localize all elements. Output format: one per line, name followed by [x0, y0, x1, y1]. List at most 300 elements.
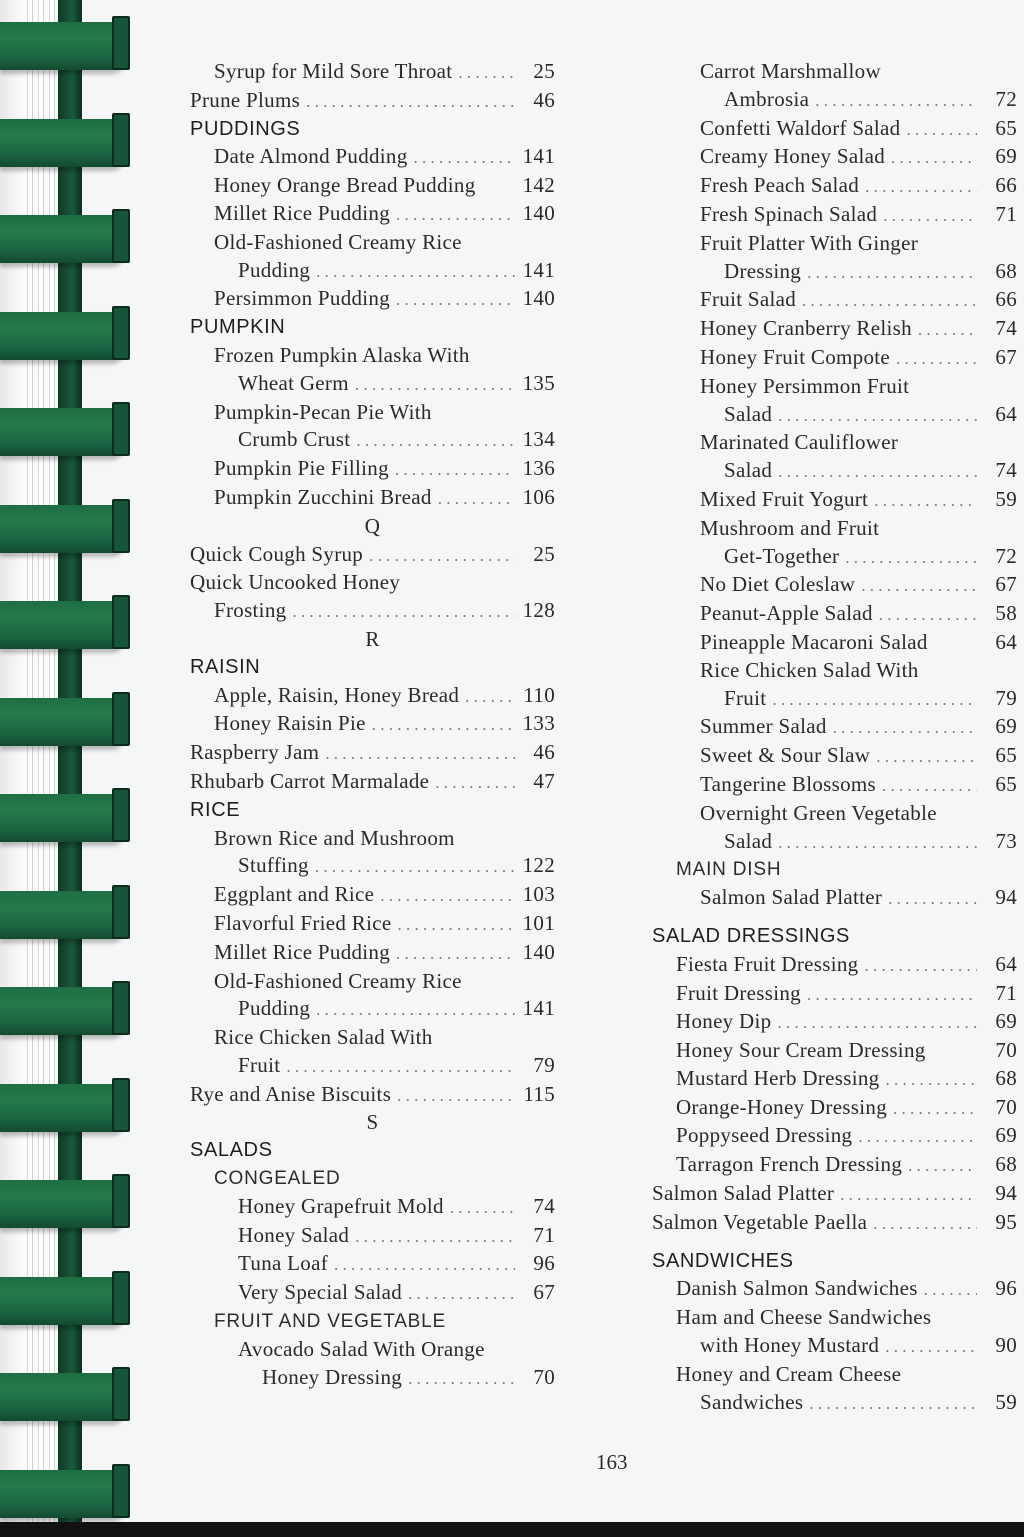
dot-leader [864, 952, 977, 980]
index-entry-continued [190, 1336, 555, 1364]
dot-leader [924, 1276, 977, 1304]
entry-title: Rice Chicken Salad With [700, 657, 919, 682]
entry-page-number: 90 [995, 1333, 1017, 1358]
index-entry [652, 951, 1017, 980]
entry-title: Mushroom and Fruit [700, 515, 880, 540]
category-heading: PUDDINGS [190, 117, 301, 140]
index-entry [652, 1065, 1017, 1094]
binding-ring-tip [112, 1271, 130, 1325]
binding-ring-tip [112, 595, 130, 649]
index-entry [652, 1332, 1017, 1361]
index-entry-continued [190, 825, 555, 853]
dot-leader [292, 598, 515, 626]
entry-title: Fresh Spinach Salad [700, 201, 878, 226]
entry-page-number: 72 [995, 543, 1017, 568]
binding-ring [0, 22, 124, 70]
entry-title: Flavorful Fried Rice [214, 910, 392, 935]
dot-leader [807, 981, 977, 1009]
entry-title: Brown Rice and Mushroom [214, 825, 455, 850]
index-entry [652, 713, 1017, 742]
entry-title: Stuffing [238, 853, 309, 878]
binding-ring [0, 312, 124, 360]
index-entry [652, 771, 1017, 800]
entry-title: Fruit [724, 685, 767, 710]
index-entry [652, 1180, 1017, 1209]
index-entry [652, 115, 1017, 144]
dot-leader [858, 1123, 977, 1151]
binding-ring [0, 1470, 124, 1518]
bottom-edge [0, 1522, 1024, 1537]
dot-leader [777, 1009, 977, 1037]
dot-leader [865, 173, 977, 201]
index-column-right [652, 58, 1017, 1417]
entry-page-number: 134 [522, 427, 555, 452]
entry-title: Poppyseed Dressing [676, 1123, 853, 1148]
index-entry [190, 200, 555, 229]
index-entry [190, 1052, 555, 1081]
entry-page-number: 66 [995, 287, 1017, 312]
index-entry [652, 1008, 1017, 1037]
section-gap [652, 1238, 1017, 1248]
dot-leader [465, 683, 515, 711]
index-entry-continued [652, 515, 1017, 543]
entry-page-number: 71 [995, 201, 1017, 226]
dot-leader [315, 853, 515, 881]
entry-title: Peanut-Apple Salad [700, 601, 873, 626]
entry-title: Raspberry Jam [190, 740, 320, 765]
entry-page-number: 58 [995, 601, 1017, 626]
entry-title: Prune Plums [190, 87, 301, 112]
entry-title: Frosting [214, 598, 287, 623]
entry-title: Rhubarb Carrot Marmalade [190, 768, 430, 793]
index-entry [190, 87, 555, 116]
entry-title: Syrup for Mild Sore Throat [214, 59, 453, 83]
entry-title: Pudding [238, 996, 311, 1021]
index-entry [652, 172, 1017, 201]
dot-leader [840, 1181, 977, 1209]
dot-leader [802, 287, 977, 315]
entry-title: Fruit [238, 1052, 281, 1077]
dot-leader [397, 1082, 515, 1110]
subcategory-heading: CONGEALED [214, 1168, 341, 1190]
entry-title: Avocado Salad With Orange [238, 1336, 485, 1361]
binding-ring [0, 1373, 124, 1421]
entry-title: Pumpkin Zucchini Bread [214, 484, 432, 509]
index-entry [652, 401, 1017, 430]
entry-title: Honey Cranberry Relish [700, 316, 912, 341]
index-entry-continued [190, 399, 555, 427]
entry-page-number: 65 [995, 771, 1017, 796]
entry-page-number: 71 [995, 980, 1017, 1005]
index-entry [190, 58, 555, 87]
entry-page-number: 96 [995, 1276, 1017, 1301]
entry-page-number: 110 [523, 682, 555, 707]
entry-page-number: 70 [995, 1094, 1017, 1119]
entry-page-number: 69 [995, 1123, 1017, 1148]
entry-title: Rye and Anise Biscuits [190, 1081, 392, 1106]
entry-title: Dressing [724, 258, 802, 283]
entry-page-number: 95 [995, 1209, 1017, 1234]
index-entry [652, 1209, 1017, 1238]
index-entry [190, 597, 555, 626]
dot-leader [885, 1066, 977, 1094]
index-entry [190, 710, 555, 739]
index-entry [190, 1250, 555, 1279]
entry-page-number: 133 [522, 711, 555, 736]
entry-page-number: 74 [995, 458, 1017, 483]
index-entry-continued [652, 373, 1017, 401]
index-entry [652, 344, 1017, 373]
entry-title: Honey Dip [676, 1009, 772, 1034]
entry-title: Summer Salad [700, 714, 827, 739]
index-entry [190, 426, 555, 455]
index-entry-continued [652, 1361, 1017, 1389]
binding-ring-tip [112, 402, 130, 456]
dot-leader [888, 885, 977, 913]
index-entry [190, 257, 555, 286]
entry-title: Honey and Cream Cheese [676, 1361, 902, 1386]
entry-title: Honey Orange Bread Pudding [214, 173, 476, 198]
binding-ring-tip [112, 981, 130, 1035]
dot-leader [458, 59, 515, 87]
dot-leader [879, 601, 977, 629]
entry-title: Wheat Germ [238, 370, 349, 395]
entry-title: Danish Salmon Sandwiches [676, 1276, 918, 1301]
binding-ring-tip [112, 113, 130, 167]
dot-leader [807, 259, 977, 287]
entry-title: Confetti Waldorf Salad [700, 115, 901, 140]
index-entry [190, 455, 555, 484]
dot-leader [369, 542, 515, 570]
entry-page-number: 65 [995, 115, 1017, 140]
entry-title: Quick Cough Syrup [190, 541, 364, 566]
dot-leader [356, 427, 515, 455]
entry-page-number: 70 [533, 1364, 555, 1389]
binding-ring-tip [112, 1464, 130, 1518]
dot-leader [778, 402, 977, 430]
index-entry [652, 86, 1017, 115]
entry-title: Marinated Cauliflower [700, 430, 899, 455]
entry-title: Millet Rice Pudding [214, 939, 391, 964]
entry-page-number: 73 [995, 828, 1017, 853]
dot-leader [408, 1365, 515, 1393]
entry-title: Apple, Raisin, Honey Bread [214, 682, 460, 707]
index-entry [190, 1364, 555, 1393]
entry-title: Pumpkin-Pecan Pie With [214, 399, 432, 424]
binding-ring-tip [112, 499, 130, 553]
entry-title: Sandwiches [700, 1389, 804, 1414]
index-entry-continued [190, 1024, 555, 1052]
entry-title: Honey Salad [238, 1222, 350, 1247]
entry-title: Pudding [238, 257, 311, 282]
index-entry-continued [652, 800, 1017, 828]
entry-title: Salad [724, 401, 773, 426]
dot-leader [906, 116, 977, 144]
index-entry [190, 739, 555, 768]
entry-page-number: 25 [533, 541, 555, 566]
entry-title: Rice Chicken Salad With [214, 1025, 433, 1050]
dot-leader [833, 714, 977, 742]
dot-leader [435, 769, 515, 797]
binding-ring [0, 1180, 124, 1228]
dot-leader [883, 202, 977, 230]
index-entry [652, 1122, 1017, 1151]
index-entry [652, 742, 1017, 771]
dot-leader [438, 485, 515, 513]
dot-leader [809, 1390, 977, 1418]
index-entry-continued [652, 657, 1017, 685]
entry-title: with Honey Mustard [700, 1333, 880, 1358]
index-entry [190, 939, 555, 968]
entry-page-number: 69 [995, 144, 1017, 169]
index-entry [652, 258, 1017, 287]
index-entry-continued [652, 230, 1017, 258]
dot-leader [891, 144, 977, 172]
entry-page-number: 141 [522, 257, 555, 282]
entry-page-number: 66 [995, 173, 1017, 198]
entry-title: Date Almond Pudding [214, 144, 408, 169]
dot-leader [397, 911, 515, 939]
entry-title: Fruit Platter With Ginger [700, 230, 918, 255]
entry-title: Honey Fruit Compote [700, 344, 891, 369]
entry-title: Creamy Honey Salad [700, 144, 886, 169]
category-heading: RAISIN [190, 655, 261, 678]
entry-page-number: 68 [995, 258, 1017, 283]
entry-title: Tarragon French Dressing [676, 1152, 903, 1177]
entry-title: Carrot Marshmallow [700, 59, 881, 83]
index-entry [190, 143, 555, 172]
index-entry-continued [190, 342, 555, 370]
entry-title: Old-Fashioned Creamy Rice [214, 229, 462, 254]
entry-page-number: 69 [995, 1009, 1017, 1034]
dot-leader [396, 201, 515, 229]
dot-leader [306, 88, 515, 116]
dot-leader [893, 1095, 977, 1123]
index-entry [190, 172, 555, 200]
entry-title: Eggplant and Rice [214, 882, 375, 907]
entry-page-number: 74 [533, 1193, 555, 1218]
entry-page-number: 136 [522, 456, 555, 481]
index-entry [190, 370, 555, 399]
index-entry [190, 682, 555, 711]
dot-leader [815, 87, 977, 115]
binding-ring-tip [112, 1174, 130, 1228]
index-entry [190, 852, 555, 881]
entry-title: Honey Sour Cream Dressing [676, 1038, 926, 1063]
entry-title: Get-Together [724, 543, 840, 568]
entry-page-number: 79 [533, 1052, 555, 1077]
entry-title: Pineapple Macaroni Salad [700, 629, 928, 654]
entry-page-number: 140 [522, 939, 555, 964]
entry-page-number: 64 [995, 951, 1017, 976]
entry-title: Salad [724, 828, 773, 853]
entry-title: Fiesta Fruit Dressing [676, 951, 859, 976]
entry-title: Orange-Honey Dressing [676, 1094, 887, 1119]
index-entry-continued [190, 569, 555, 597]
index-entry [652, 884, 1017, 913]
index-entry-continued [190, 968, 555, 996]
binding-ring-tip [112, 1367, 130, 1421]
binding-ring-tip [112, 885, 130, 939]
dot-leader [896, 345, 977, 373]
dot-leader [316, 996, 515, 1024]
entry-title: Salad [724, 458, 773, 483]
binding-ring [0, 408, 124, 456]
entry-title: Pumpkin Pie Filling [214, 456, 389, 481]
index-entry [652, 629, 1017, 657]
dot-leader [908, 1152, 977, 1180]
subcategory-heading: MAIN DISH [676, 859, 782, 881]
entry-title: Mustard Herb Dressing [676, 1065, 880, 1090]
entry-title: Persimmon Pudding [214, 286, 391, 311]
category-heading: RICE [190, 798, 241, 821]
dot-leader [778, 829, 977, 857]
entry-title: Frozen Pumpkin Alaska With [214, 342, 470, 367]
index-entry [652, 201, 1017, 230]
binding-ring [0, 601, 124, 649]
index-entry [190, 1222, 555, 1251]
entry-page-number: 70 [995, 1038, 1017, 1063]
index-entry [652, 1151, 1017, 1180]
binding-ring [0, 1084, 124, 1132]
entry-title: Honey Dressing [262, 1364, 403, 1389]
alphabet-letter-heading: Q [364, 513, 381, 538]
entry-page-number: 94 [995, 1181, 1017, 1206]
entry-title: No Diet Coleslaw [700, 572, 856, 597]
index-entry [652, 143, 1017, 172]
entry-title: Honey Grapefruit Mold [238, 1193, 444, 1218]
binding-ring [0, 698, 124, 746]
index-entry [652, 1389, 1017, 1418]
index-entry [652, 486, 1017, 515]
entry-page-number: 96 [533, 1251, 555, 1276]
dot-leader [355, 371, 515, 399]
dot-leader [861, 572, 977, 600]
index-entry-continued [190, 229, 555, 257]
page-number: 163 [596, 1450, 628, 1474]
entry-page-number: 64 [995, 629, 1017, 654]
entry-page-number: 142 [522, 173, 555, 198]
dot-leader [408, 1280, 515, 1308]
entry-page-number: 47 [533, 768, 555, 793]
entry-page-number: 141 [522, 996, 555, 1021]
entry-page-number: 68 [995, 1065, 1017, 1090]
entry-page-number: 79 [995, 685, 1017, 710]
entry-title: Tuna Loaf [238, 1251, 329, 1276]
index-entry [652, 1037, 1017, 1065]
entry-page-number: 67 [533, 1280, 555, 1305]
entry-page-number: 140 [522, 286, 555, 311]
dot-leader [380, 882, 515, 910]
dot-leader [325, 740, 515, 768]
index-entry [652, 980, 1017, 1009]
entry-title: Salmon Vegetable Paella [652, 1209, 868, 1234]
entry-page-number: 65 [995, 743, 1017, 768]
dot-leader [885, 1333, 977, 1361]
binding-ring [0, 1277, 124, 1325]
entry-page-number: 69 [995, 714, 1017, 739]
binding-ring-tip [112, 16, 130, 70]
entry-page-number: 140 [522, 200, 555, 225]
dot-leader [450, 1194, 515, 1222]
index-entry [652, 571, 1017, 600]
entry-page-number: 135 [522, 370, 555, 395]
entry-title: Ham and Cheese Sandwiches [676, 1305, 932, 1330]
index-entry [652, 600, 1017, 629]
entry-title: Fruit Salad [700, 287, 797, 312]
dot-leader [778, 458, 977, 486]
binding-ring-tip [112, 306, 130, 360]
index-entry [190, 484, 555, 513]
entry-page-number: 122 [522, 853, 555, 878]
section-gap [652, 913, 1017, 923]
entry-title: Tangerine Blossoms [700, 771, 876, 796]
dot-leader [882, 772, 977, 800]
entry-page-number: 74 [995, 316, 1017, 341]
dot-leader [334, 1251, 515, 1279]
binding-ring [0, 794, 124, 842]
dot-leader [918, 316, 977, 344]
dot-leader [845, 544, 977, 572]
subcategory-heading: FRUIT AND VEGETABLE [214, 1311, 446, 1333]
dot-leader [414, 144, 515, 172]
index-entry-continued [652, 429, 1017, 457]
entry-page-number: 101 [522, 910, 555, 935]
entry-page-number: 59 [995, 1389, 1017, 1414]
index-entry [190, 1081, 555, 1110]
category-heading: SALADS [190, 1139, 273, 1162]
binding-ring-tip [112, 1078, 130, 1132]
index-entry-continued [652, 1304, 1017, 1332]
binding-ring [0, 891, 124, 939]
entry-page-number: 94 [995, 885, 1017, 910]
index-entry [652, 828, 1017, 857]
dot-leader [772, 686, 977, 714]
index-entry [190, 910, 555, 939]
dot-leader [396, 940, 515, 968]
entry-page-number: 115 [523, 1081, 555, 1106]
entry-title: Overnight Green Vegetable [700, 800, 937, 825]
entry-page-number: 72 [995, 86, 1017, 111]
entry-page-number: 59 [995, 486, 1017, 511]
entry-title: Ambrosia [724, 86, 810, 111]
binding-ring-tip [112, 692, 130, 746]
dot-leader [874, 487, 977, 515]
index-entry [652, 685, 1017, 714]
dot-leader [355, 1223, 515, 1251]
binding-ring [0, 215, 124, 263]
entry-title: Fresh Peach Salad [700, 173, 860, 198]
entry-page-number: 128 [522, 598, 555, 623]
alphabet-letter-heading: S [366, 1110, 379, 1135]
index-entry [190, 881, 555, 910]
index-entry [190, 285, 555, 314]
entry-title: Honey Persimmon Fruit [700, 373, 910, 398]
entry-title: Sweet & Sour Slaw [700, 743, 871, 768]
binding-ring-tip [112, 788, 130, 842]
category-heading: SALAD DRESSINGS [652, 924, 850, 947]
entry-page-number: 25 [533, 59, 555, 83]
entry-title: Old-Fashioned Creamy Rice [214, 968, 462, 993]
binding-ring [0, 987, 124, 1035]
alphabet-letter-heading: R [365, 626, 380, 651]
index-entry [190, 1279, 555, 1308]
entry-page-number: 68 [995, 1152, 1017, 1177]
dot-leader [286, 1053, 515, 1081]
entry-page-number: 64 [995, 401, 1017, 426]
index-entry [190, 768, 555, 797]
dot-leader [316, 258, 515, 286]
